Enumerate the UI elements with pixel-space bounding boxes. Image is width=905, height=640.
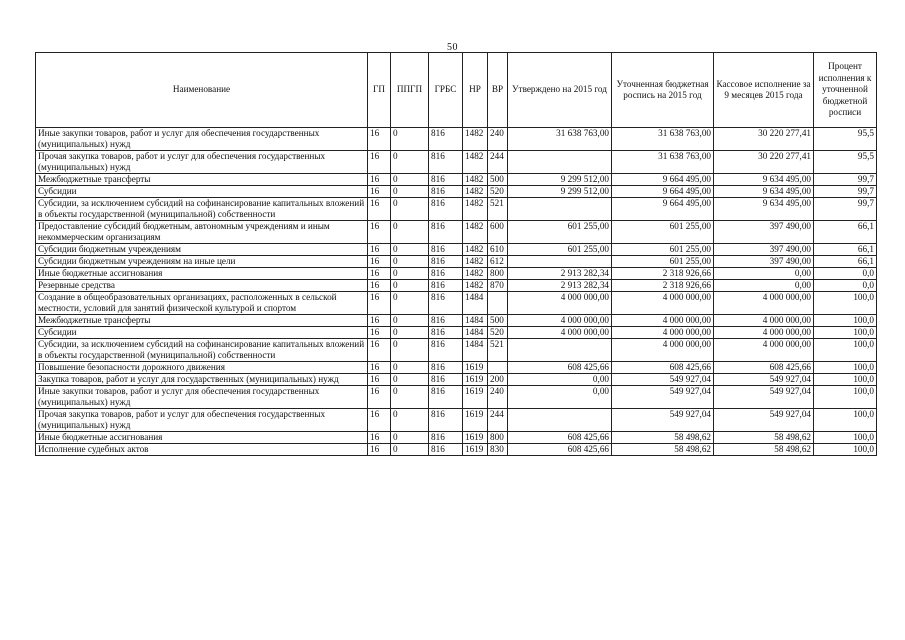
table-row [36,374,877,386]
cell-name: Иные закупки товаров, работ и услуг для обеспечения государственных (муниципальных) нужд [36,386,368,409]
cell-approved: 9 299 512,00 [508,174,612,186]
cell-grbs: 816 [429,151,463,174]
cell-refined: 31 638 763,00 [612,151,714,174]
cell-ppgp: 0 [391,315,429,327]
cell-cash: 0,00 [714,280,814,292]
cell-np: 1482 [463,198,488,221]
cell-grbs: 816 [429,174,463,186]
cell-np: 1482 [463,186,488,198]
cell-gp: 16 [368,292,391,315]
cell-refined: 4 000 000,00 [612,339,714,362]
cell-approved: 608 425,66 [508,444,612,456]
cell-vr: 600 [488,221,508,244]
cell-percent: 100,0 [814,315,877,327]
cell-ppgp: 0 [391,292,429,315]
cell-cash: 397 490,00 [714,256,814,268]
cell-gp: 16 [368,374,391,386]
cell-cash: 58 498,62 [714,444,814,456]
cell-np: 1619 [463,362,488,374]
table-row [36,362,877,374]
table-row [36,221,877,244]
cell-percent: 100,0 [814,327,877,339]
cell-approved: 608 425,66 [508,362,612,374]
cell-ppgp: 0 [391,151,429,174]
cell-grbs: 816 [429,339,463,362]
cell-np: 1484 [463,292,488,315]
cell-approved: 4 000 000,00 [508,327,612,339]
cell-percent: 95,5 [814,151,877,174]
cell-grbs: 816 [429,386,463,409]
cell-percent: 66,1 [814,221,877,244]
cell-gp: 16 [368,432,391,444]
cell-name: Иные бюджетные ассигнования [36,268,368,280]
cell-refined: 58 498,62 [612,444,714,456]
header-name: Наименование [36,53,368,128]
cell-ppgp: 0 [391,198,429,221]
header-approved: Утверждено на 2015 год [508,53,612,128]
cell-approved [508,409,612,432]
cell-grbs: 816 [429,444,463,456]
table-row [36,174,877,186]
cell-grbs: 816 [429,280,463,292]
cell-vr: 520 [488,186,508,198]
cell-np: 1619 [463,386,488,409]
cell-ppgp: 0 [391,362,429,374]
cell-refined: 601 255,00 [612,221,714,244]
cell-gp: 16 [368,186,391,198]
cell-name: Субсидии бюджетным учреждениям [36,244,368,256]
cell-percent: 99,7 [814,186,877,198]
cell-refined: 58 498,62 [612,432,714,444]
table-row [36,292,877,315]
cell-grbs: 816 [429,362,463,374]
cell-name: Субсидии, за исключением субсидий на софинансирование капитальных вложений в объекты государственной (муниципальной) собственности [36,198,368,221]
cell-np: 1484 [463,339,488,362]
cell-vr: 830 [488,444,508,456]
table-row [36,386,877,409]
cell-ppgp: 0 [391,386,429,409]
cell-cash: 608 425,66 [714,362,814,374]
cell-refined: 9 664 495,00 [612,174,714,186]
cell-np: 1619 [463,409,488,432]
cell-name: Повышение безопасности дорожного движения [36,362,368,374]
cell-approved [508,339,612,362]
cell-gp: 16 [368,174,391,186]
cell-percent: 99,7 [814,198,877,221]
cell-percent: 0,0 [814,280,877,292]
cell-approved: 4 000 000,00 [508,292,612,315]
cell-cash: 397 490,00 [714,221,814,244]
cell-grbs: 816 [429,244,463,256]
cell-cash: 397 490,00 [714,244,814,256]
cell-refined: 601 255,00 [612,256,714,268]
cell-name: Создание в общеобразовательных организациях, расположенных в сельской местности, условий для занятий физической культурой и спортом [36,292,368,315]
cell-cash: 9 634 495,00 [714,174,814,186]
cell-name: Иные бюджетные ассигнования [36,432,368,444]
cell-approved: 601 255,00 [508,221,612,244]
cell-vr: 200 [488,374,508,386]
cell-cash: 549 927,04 [714,409,814,432]
cell-gp: 16 [368,268,391,280]
header-vr: ВР [488,53,508,128]
cell-ppgp: 0 [391,174,429,186]
cell-vr: 240 [488,386,508,409]
cell-ppgp: 0 [391,221,429,244]
cell-cash: 4 000 000,00 [714,339,814,362]
cell-ppgp: 0 [391,268,429,280]
cell-name: Субсидии бюджетным учреждениям на иные цели [36,256,368,268]
cell-np: 1482 [463,280,488,292]
cell-name: Прочая закупка товаров, работ и услуг для обеспечения государственных (муниципальных) нужд [36,409,368,432]
cell-approved [508,151,612,174]
cell-name: Предоставление субсидий бюджетным, автономным учреждениям и иным некоммерческим организациям [36,221,368,244]
cell-percent: 100,0 [814,409,877,432]
cell-refined: 2 318 926,66 [612,268,714,280]
cell-vr [488,292,508,315]
cell-approved: 2 913 282,34 [508,280,612,292]
cell-vr: 244 [488,409,508,432]
cell-name: Закупка товаров, работ и услуг для государственных (муниципальных) нужд [36,374,368,386]
cell-percent: 100,0 [814,362,877,374]
cell-gp: 16 [368,128,391,151]
table-row [36,444,877,456]
table-row [36,268,877,280]
cell-percent: 66,1 [814,244,877,256]
cell-vr: 800 [488,432,508,444]
table-row [36,198,877,221]
cell-name: Исполнение судебных актов [36,444,368,456]
cell-refined: 608 425,66 [612,362,714,374]
header-gp: ГП [368,53,391,128]
cell-gp: 16 [368,151,391,174]
cell-cash: 4 000 000,00 [714,292,814,315]
cell-approved: 9 299 512,00 [508,186,612,198]
cell-approved: 0,00 [508,386,612,409]
table-row [36,432,877,444]
cell-vr: 521 [488,198,508,221]
cell-percent: 99,7 [814,174,877,186]
cell-name: Иные закупки товаров, работ и услуг для обеспечения государственных (муниципальных) нужд [36,128,368,151]
cell-grbs: 816 [429,256,463,268]
cell-percent: 100,0 [814,444,877,456]
cell-name: Субсидии [36,327,368,339]
cell-name: Межбюджетные трансферты [36,315,368,327]
cell-cash: 0,00 [714,268,814,280]
table-row [36,186,877,198]
cell-np: 1482 [463,128,488,151]
cell-gp: 16 [368,362,391,374]
cell-percent: 100,0 [814,292,877,315]
cell-gp: 16 [368,386,391,409]
cell-gp: 16 [368,256,391,268]
cell-name: Межбюджетные трансферты [36,174,368,186]
cell-cash: 9 634 495,00 [714,198,814,221]
cell-approved: 0,00 [508,374,612,386]
cell-cash: 4 000 000,00 [714,327,814,339]
cell-vr: 500 [488,315,508,327]
table-row [36,339,877,362]
cell-gp: 16 [368,198,391,221]
table-row [36,315,877,327]
cell-refined: 4 000 000,00 [612,292,714,315]
cell-np: 1482 [463,221,488,244]
cell-np: 1482 [463,244,488,256]
cell-refined: 549 927,04 [612,386,714,409]
cell-np: 1619 [463,374,488,386]
cell-name: Резервные средства [36,280,368,292]
cell-refined: 2 318 926,66 [612,280,714,292]
cell-ppgp: 0 [391,128,429,151]
cell-percent: 0,0 [814,268,877,280]
cell-percent: 100,0 [814,339,877,362]
cell-grbs: 816 [429,198,463,221]
table-row [36,244,877,256]
cell-gp: 16 [368,315,391,327]
cell-vr: 521 [488,339,508,362]
cell-cash: 9 634 495,00 [714,186,814,198]
cell-grbs: 816 [429,315,463,327]
cell-vr: 612 [488,256,508,268]
cell-grbs: 816 [429,409,463,432]
header-refined: Уточненная бюджетная роспись на 2015 год [612,53,714,128]
cell-refined: 9 664 495,00 [612,186,714,198]
header-np: НР [463,53,488,128]
cell-gp: 16 [368,444,391,456]
cell-vr: 244 [488,151,508,174]
cell-np: 1482 [463,174,488,186]
cell-grbs: 816 [429,374,463,386]
cell-np: 1484 [463,315,488,327]
cell-vr: 610 [488,244,508,256]
cell-grbs: 816 [429,432,463,444]
cell-approved: 4 000 000,00 [508,315,612,327]
cell-refined: 549 927,04 [612,374,714,386]
cell-name: Прочая закупка товаров, работ и услуг для обеспечения государственных (муниципальных) нужд [36,151,368,174]
cell-ppgp: 0 [391,327,429,339]
cell-cash: 30 220 277,41 [714,128,814,151]
cell-gp: 16 [368,339,391,362]
cell-approved: 2 913 282,34 [508,268,612,280]
cell-ppgp: 0 [391,409,429,432]
cell-ppgp: 0 [391,432,429,444]
cell-np: 1482 [463,256,488,268]
cell-approved: 601 255,00 [508,244,612,256]
cell-percent: 100,0 [814,386,877,409]
cell-gp: 16 [368,280,391,292]
table-row [36,409,877,432]
cell-grbs: 816 [429,128,463,151]
cell-ppgp: 0 [391,339,429,362]
cell-grbs: 816 [429,268,463,280]
cell-percent: 100,0 [814,432,877,444]
cell-ppgp: 0 [391,374,429,386]
cell-name: Субсидии, за исключением субсидий на софинансирование капитальных вложений в объекты государственной (муниципальной) собственности [36,339,368,362]
cell-refined: 4 000 000,00 [612,315,714,327]
cell-refined: 31 638 763,00 [612,128,714,151]
cell-vr: 870 [488,280,508,292]
cell-ppgp: 0 [391,280,429,292]
cell-approved: 31 638 763,00 [508,128,612,151]
table-row [36,327,877,339]
cell-np: 1482 [463,151,488,174]
cell-cash: 4 000 000,00 [714,315,814,327]
cell-grbs: 816 [429,221,463,244]
cell-vr: 240 [488,128,508,151]
cell-approved: 608 425,66 [508,432,612,444]
cell-vr: 500 [488,174,508,186]
cell-np: 1619 [463,432,488,444]
table-header-row [36,53,877,128]
cell-approved [508,198,612,221]
cell-grbs: 816 [429,186,463,198]
cell-cash: 58 498,62 [714,432,814,444]
cell-np: 1619 [463,444,488,456]
cell-ppgp: 0 [391,244,429,256]
table-row [36,151,877,174]
cell-percent: 95,5 [814,128,877,151]
cell-ppgp: 0 [391,256,429,268]
cell-percent: 100,0 [814,374,877,386]
cell-gp: 16 [368,221,391,244]
cell-gp: 16 [368,409,391,432]
header-cash: Кассовое исполнение за 9 месяцев 2015 года [714,53,814,128]
cell-gp: 16 [368,327,391,339]
budget-table [35,52,877,456]
cell-name: Субсидии [36,186,368,198]
cell-vr: 520 [488,327,508,339]
cell-refined: 549 927,04 [612,409,714,432]
cell-ppgp: 0 [391,444,429,456]
header-grbs: ГРБС [429,53,463,128]
header-percent: Процент исполнения к уточненной бюджетной росписи [814,53,877,128]
cell-approved [508,256,612,268]
cell-grbs: 816 [429,292,463,315]
cell-grbs: 816 [429,327,463,339]
cell-refined: 4 000 000,00 [612,327,714,339]
cell-cash: 549 927,04 [714,386,814,409]
table-row [36,128,877,151]
cell-cash: 549 927,04 [714,374,814,386]
page-number: 50 [447,42,458,53]
cell-refined: 9 664 495,00 [612,198,714,221]
cell-np: 1482 [463,268,488,280]
table-row [36,280,877,292]
cell-cash: 30 220 277,41 [714,151,814,174]
cell-vr [488,362,508,374]
cell-vr: 800 [488,268,508,280]
cell-refined: 601 255,00 [612,244,714,256]
cell-gp: 16 [368,244,391,256]
header-ppgp: ППГП [391,53,429,128]
cell-ppgp: 0 [391,186,429,198]
cell-percent: 66,1 [814,256,877,268]
table-row [36,256,877,268]
cell-np: 1484 [463,327,488,339]
